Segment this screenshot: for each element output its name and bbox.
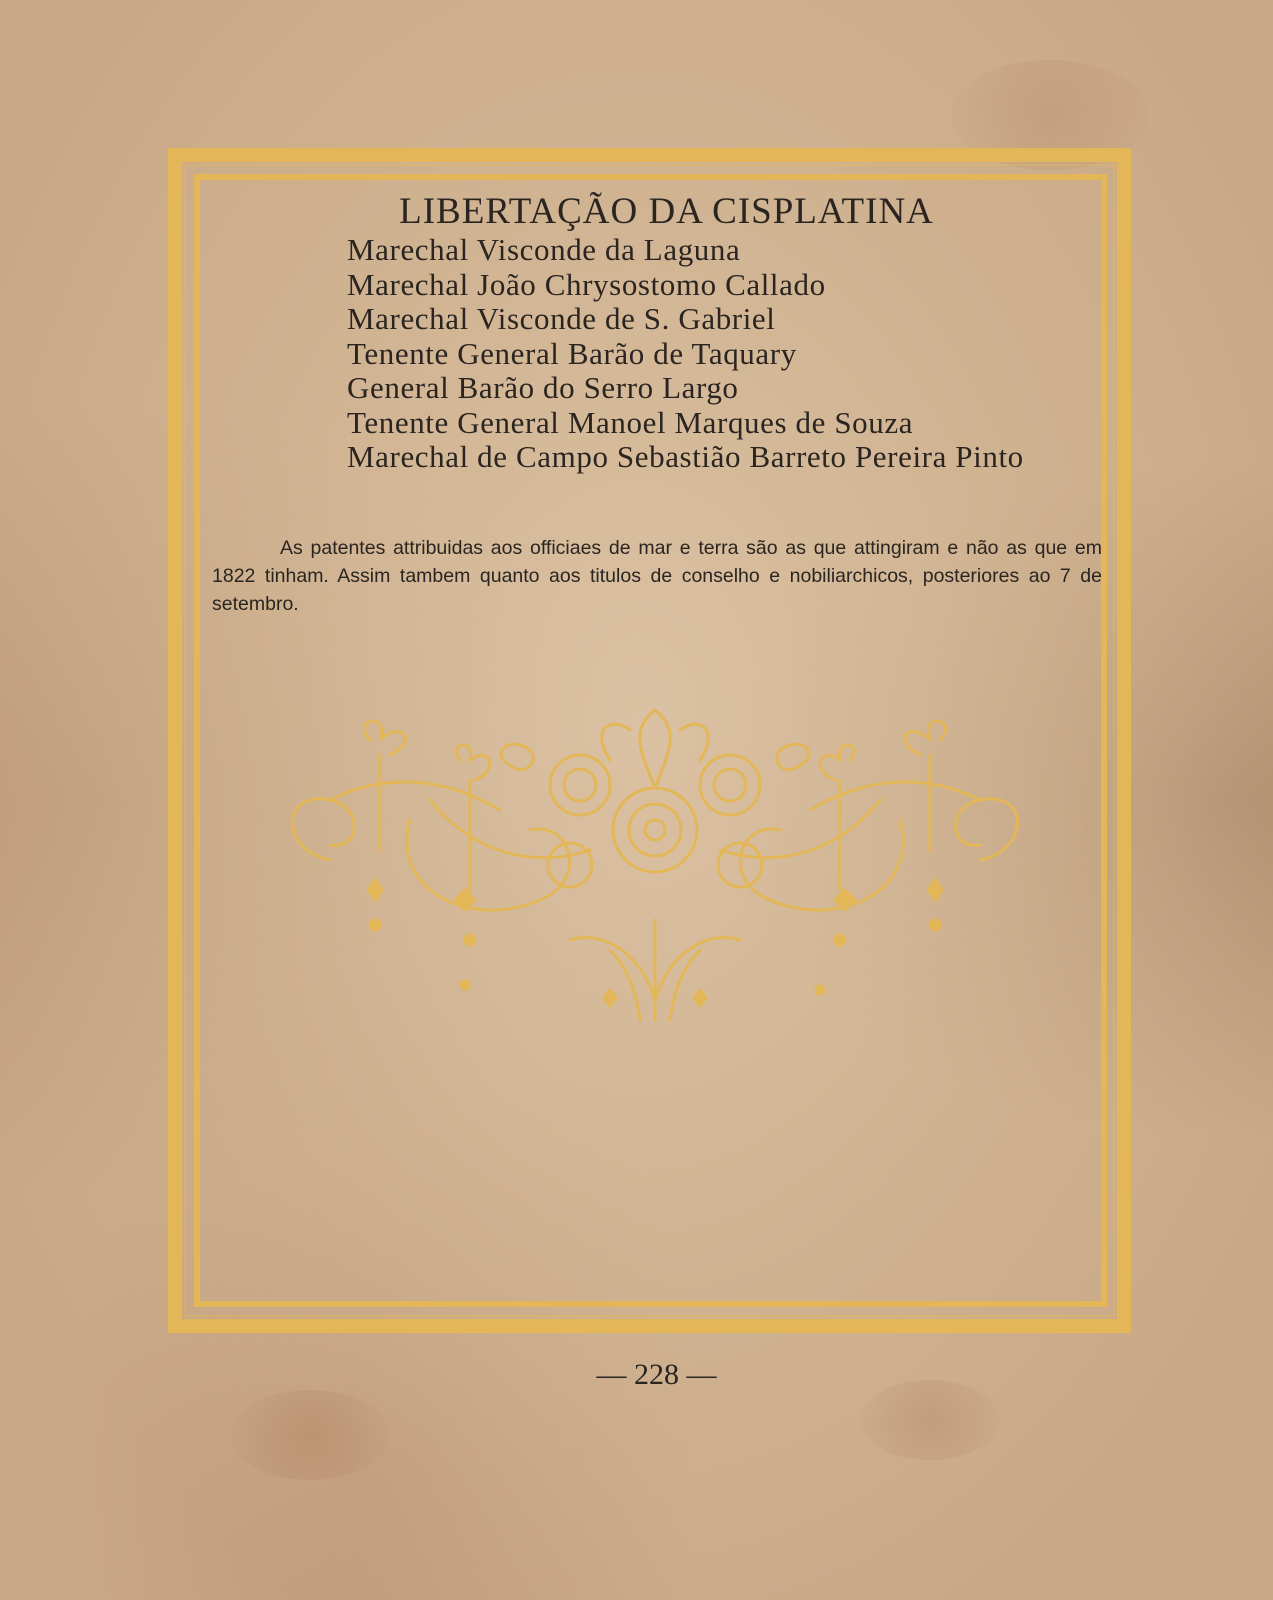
page-number: — 228 —: [596, 1358, 717, 1391]
paper-stain: [230, 1390, 390, 1480]
list-item: Tenente General Barão de Taquary: [347, 335, 797, 371]
footnote-paragraph: As patentes attribuidas aos officiaes de mar e terra são as que attingiram e não as que em 1822 tinham. Assim tambem quanto aos titulos de conselho e nobiliarchicos, posteriores ao 7 de setembro.: [212, 537, 1102, 615]
names-list: [347, 233, 1024, 475]
list-item: Marechal João Chrysostomo Callado: [347, 266, 826, 302]
section-heading: LIBERTAÇÃO DA CISPLATINA: [399, 191, 934, 232]
list-item: Marechal de Campo Sebastião Barreto Pereira Pinto: [347, 439, 1024, 474]
list-item: Tenente General Manoel Marques de Souza: [347, 404, 914, 440]
list-item: Marechal Visconde de S. Gabriel: [347, 301, 776, 336]
floral-ornament-icon: [270, 700, 1040, 1060]
list-item: Marechal Visconde da Laguna: [347, 232, 741, 267]
paper-stain: [860, 1380, 1000, 1460]
list-item: General Barão do Serro Largo: [347, 370, 739, 405]
